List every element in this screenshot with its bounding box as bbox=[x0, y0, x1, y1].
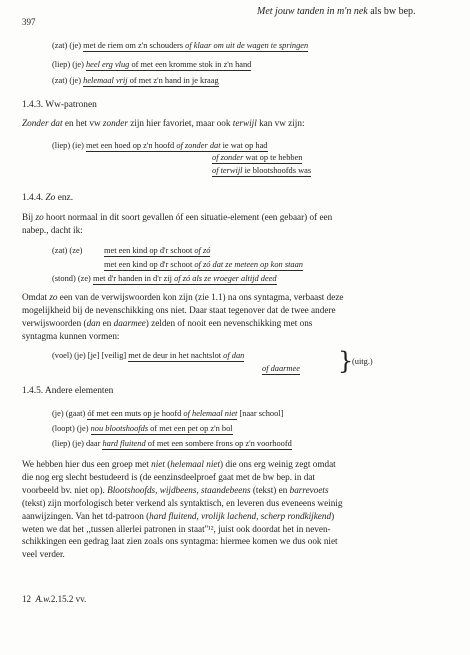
example-alternative: of zonder dat bbox=[176, 141, 221, 150]
example-alternative: of zó als ze vroeger altijd deed bbox=[174, 274, 277, 283]
paragraph-line: weten we dat het ,,tussen allerlei patronen in staat''¹², juist ook doordat het in neven- bbox=[22, 523, 331, 534]
paragraph-line: aanwijzingen. Van het td-patroon (hard fluitend, vrolijk lachend, scherp rondkijkend) bbox=[22, 510, 335, 521]
example-line bbox=[52, 439, 292, 450]
paragraph-line: veel verder. bbox=[22, 549, 65, 560]
section-heading-144 bbox=[22, 193, 73, 205]
example-phrase: met de deur in het nachtslot bbox=[128, 351, 224, 360]
example-alternative: of klaar om uit de wagen te springen bbox=[185, 41, 309, 50]
paragraph-line: (tekst) zijn morfologisch beter verkend als syntaktisch, en leveren dus eveneens weinig bbox=[22, 497, 343, 508]
example-alternative: of met een kromme stok in z'n hand bbox=[129, 60, 252, 69]
example-alternative: of helemaal niet bbox=[183, 409, 238, 418]
paragraph-144-b bbox=[22, 291, 448, 343]
footnote-number: 12 bbox=[22, 594, 31, 604]
term: dan bbox=[86, 317, 101, 328]
example-prefix: (zat) (je) bbox=[52, 41, 84, 50]
page-number: 397 bbox=[22, 17, 36, 27]
term: zo bbox=[35, 212, 44, 222]
example-prefix: (liep) (ie) bbox=[52, 141, 86, 150]
example-phrase: óf met een muts op je hoofd bbox=[87, 409, 184, 418]
running-title-rest: als bw bep. bbox=[367, 6, 416, 17]
example-line bbox=[52, 60, 251, 71]
paragraph-line: Omdat zo een van de verwijswoorden kon zijn (zie 1.1) na ons syntagma, verbaast deze bbox=[22, 292, 344, 302]
example-prefix: (loopt) (je) bbox=[52, 424, 91, 433]
running-title bbox=[257, 6, 416, 19]
heading-term: Zo bbox=[45, 193, 56, 203]
footnote bbox=[22, 594, 86, 605]
example-phrase: met een kind op d'r schoot bbox=[104, 246, 195, 255]
example-line bbox=[52, 141, 268, 152]
example-alternative: of zó bbox=[194, 246, 211, 255]
paragraph-line: We hebben hier dus een groep met niet (helemaal niet) die ons erg weinig zegt omdat bbox=[22, 459, 336, 469]
example-prefix: (zat) (ze) bbox=[52, 246, 83, 255]
example-phrase: hard fluitend bbox=[102, 439, 146, 448]
paragraph-line: syntagma kunnen vormen: bbox=[22, 330, 120, 341]
text: zijn hier favoriet, maar ook bbox=[127, 118, 233, 128]
example-alternative: of zó dat ze meteen op kon staan bbox=[194, 260, 303, 269]
example-line bbox=[52, 41, 308, 52]
example-phrase: met de riem om z'n schouders bbox=[83, 41, 186, 50]
example-continuation: ie blootshoofds was bbox=[242, 166, 312, 175]
example-alternative: of daarmee bbox=[262, 364, 300, 373]
heading-number: 1.4.4. bbox=[22, 193, 46, 203]
section-heading-145: 1.4.5. Andere elementen bbox=[22, 386, 114, 396]
text: hoort normaal in dit soort gevallen óf een situatie-element (een gebaar) of een bbox=[43, 212, 333, 222]
footnote-reference: A.w. bbox=[35, 594, 51, 604]
example-phrase: met d'r handen in d'r zij bbox=[92, 274, 175, 283]
running-title-italic: Met jouw tanden in m'n nek bbox=[257, 6, 368, 17]
term: zonder bbox=[102, 118, 128, 128]
example-line bbox=[52, 76, 219, 87]
heading-text: enz. bbox=[55, 193, 74, 203]
example-alternative: of terwijl bbox=[212, 166, 243, 175]
paragraph-line: verwijswoorden (dan en daarmee) zelden of nooit een nevenschikking met ons bbox=[22, 317, 313, 328]
example-prefix: (liep) (je) daar bbox=[52, 439, 103, 448]
text: Bij bbox=[22, 212, 36, 222]
term: zo bbox=[49, 292, 58, 302]
term: terwijl bbox=[232, 118, 257, 128]
text: en het vw bbox=[62, 118, 103, 128]
example-phrase: met een hoed op z'n hoofd bbox=[85, 141, 177, 150]
example-phrase: helemaal vrij bbox=[83, 76, 128, 85]
paragraph-line: schikkingen een gedrag laat zien zoals ons syntagma: hiermee komen we dus ook niet bbox=[22, 536, 338, 547]
example-prefix: (zat) (je) bbox=[52, 76, 84, 85]
paragraph-144-line bbox=[22, 212, 332, 224]
term: daarmee bbox=[113, 317, 146, 328]
example-line bbox=[52, 246, 82, 257]
term: Zonder dat bbox=[22, 118, 63, 128]
example-continuation: ie wat op had bbox=[220, 141, 268, 150]
paragraph-143 bbox=[22, 118, 305, 130]
paragraph-line: die nog erg slecht bestudeerd is (de eenzinsdeelproef gaat met de bw bep. in dat bbox=[22, 471, 315, 482]
example-adverb: nou bbox=[90, 424, 104, 433]
example-alternative: of dan bbox=[223, 351, 245, 360]
example-line bbox=[52, 424, 233, 435]
example-line bbox=[52, 409, 283, 420]
example-line bbox=[52, 351, 244, 362]
section-heading-143: 1.4.3. Ww-patronen bbox=[22, 100, 97, 110]
example-line bbox=[104, 260, 303, 271]
example-continuation: wat op te hebben bbox=[243, 153, 303, 162]
example-alternative: of met z'n hand in je kraag bbox=[127, 76, 219, 85]
example-note: (uitg.) bbox=[352, 357, 373, 366]
paragraph-line: mogelijkheid bij de nevenschikking ons niet. Daar staat tegenover dat de twee andere bbox=[22, 304, 336, 315]
example-prefix: (stond) (ze) bbox=[52, 274, 93, 283]
final-paragraph bbox=[22, 458, 448, 561]
example-line bbox=[104, 246, 210, 257]
example-phrase: blootshoofds bbox=[103, 424, 149, 433]
example-alternative: of met een sombere frons op z'n voorhoofd bbox=[145, 439, 292, 448]
example-phrase: met een kind op d'r schoot bbox=[104, 260, 195, 269]
example-prefix: (voel) (je) [je] [veilig] bbox=[52, 351, 129, 360]
example-phrase: heel erg vlug bbox=[85, 60, 130, 69]
paragraph-line: voorbeeld bv. niet op). Blootshoofds, wijdbeens, staandebeens (tekst) en barrevoets bbox=[22, 484, 329, 495]
text: kan vw zijn: bbox=[256, 118, 305, 128]
example-alternative: of met een pet op z'n bol bbox=[148, 424, 233, 433]
example-line bbox=[262, 364, 300, 375]
example-prefix: (je) (gaat) bbox=[52, 409, 88, 418]
example-continuation: [naar school] bbox=[237, 409, 284, 418]
example-line bbox=[52, 274, 277, 285]
example-line bbox=[212, 153, 302, 164]
example-line bbox=[212, 166, 311, 177]
brace-symbol: } bbox=[338, 347, 354, 375]
example-alternative: of zonder bbox=[212, 153, 244, 162]
paragraph-144-line: nabep., dacht ik: bbox=[22, 225, 83, 235]
footnote-text: 2.15.2 vv. bbox=[50, 594, 87, 604]
example-prefix: (liep) (je) bbox=[52, 60, 86, 69]
